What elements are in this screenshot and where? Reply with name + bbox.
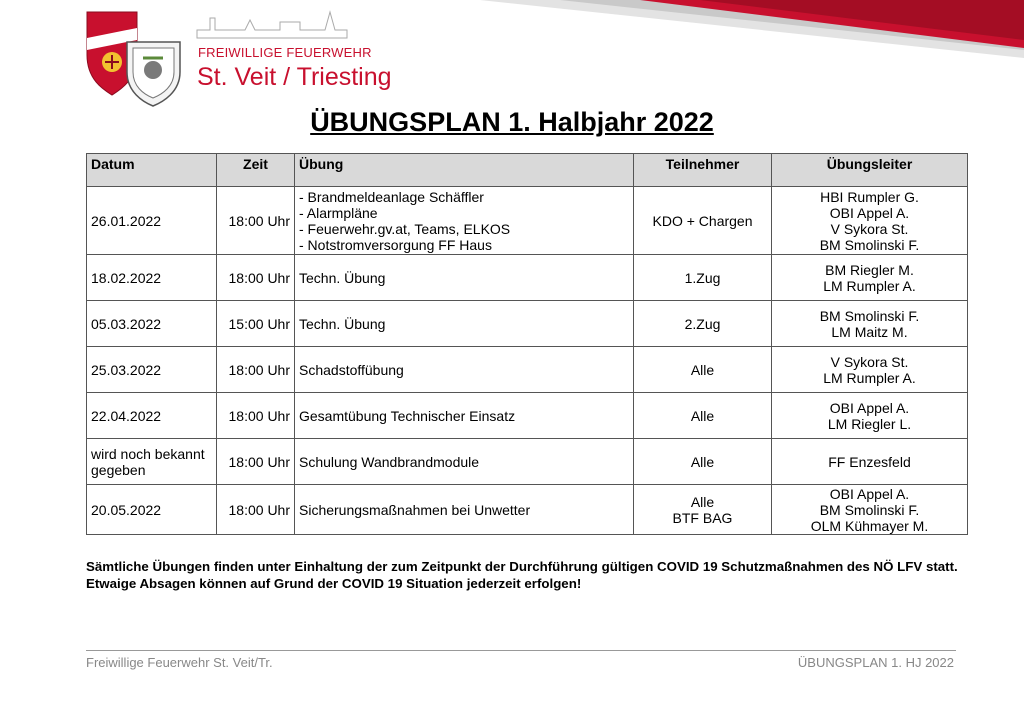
cell-uebungsleiter bbox=[772, 393, 968, 439]
cell-uebung bbox=[295, 255, 634, 301]
cell-line: 18.02.2022 bbox=[91, 269, 162, 286]
cell-line: KDO + Chargen bbox=[652, 212, 753, 229]
cell-line: Gesamtübung Technischer Einsatz bbox=[299, 407, 516, 424]
cell-uebung bbox=[295, 347, 634, 393]
fire-brigade-logo bbox=[85, 10, 395, 110]
cell-uebungsleiter bbox=[772, 485, 968, 535]
footer-left: Freiwillige Feuerwehr St. Veit/Tr. bbox=[86, 655, 273, 670]
table-row bbox=[87, 393, 968, 439]
footer-right: ÜBUNGSPLAN 1. HJ 2022 bbox=[797, 655, 954, 670]
cell-line: 05.03.2022 bbox=[91, 315, 162, 332]
col-header-datum: Datum bbox=[87, 154, 217, 187]
table-header-row bbox=[87, 154, 968, 187]
cell-line: wird noch bekannt bbox=[91, 445, 205, 462]
cell-datum bbox=[87, 187, 217, 255]
cell-line: Alle bbox=[690, 493, 715, 510]
cell-zeit: 18:00 Uhr bbox=[217, 393, 295, 439]
cell-uebungsleiter bbox=[772, 187, 968, 255]
cell-line: 2.Zug bbox=[684, 315, 721, 332]
cell-line: 1.Zug bbox=[684, 269, 721, 286]
cell-line: gegeben bbox=[91, 461, 146, 478]
cell-uebung bbox=[295, 485, 634, 535]
cell-line: BM Smolinski F. bbox=[819, 501, 920, 518]
cell-teilnehmer bbox=[634, 301, 772, 347]
cell-teilnehmer bbox=[634, 187, 772, 255]
cell-datum bbox=[87, 485, 217, 535]
cell-teilnehmer bbox=[634, 255, 772, 301]
cell-teilnehmer bbox=[634, 439, 772, 485]
cell-uebung bbox=[295, 187, 634, 255]
cell-line: BM Smolinski F. bbox=[819, 307, 920, 324]
col-header-uebungsleiter: Übungsleiter bbox=[772, 154, 968, 187]
cell-line: - Feuerwehr.gv.at, Teams, ELKOS bbox=[299, 220, 511, 237]
cell-line: BM Smolinski F. bbox=[819, 236, 920, 253]
cell-uebung bbox=[295, 301, 634, 347]
col-header-teilnehmer: Teilnehmer bbox=[634, 154, 772, 187]
table-row bbox=[87, 439, 968, 485]
cell-line: LM Maitz M. bbox=[831, 323, 908, 340]
cell-line: V Sykora St. bbox=[830, 353, 909, 370]
cell-zeit: 18:00 Uhr bbox=[217, 347, 295, 393]
cell-zeit: 18:00 Uhr bbox=[217, 187, 295, 255]
cell-datum bbox=[87, 393, 217, 439]
cell-line: - Alarmpläne bbox=[299, 204, 378, 221]
table-row bbox=[87, 255, 968, 301]
cell-line: LM Rumpler A. bbox=[823, 369, 916, 386]
cell-uebung bbox=[295, 439, 634, 485]
cell-line: - Brandmeldeanlage Schäffler bbox=[299, 188, 484, 205]
org-name-line1: FREIWILLIGE FEUERWEHR bbox=[198, 45, 372, 60]
cell-line: LM Riegler L. bbox=[827, 415, 912, 432]
footer-divider bbox=[86, 650, 956, 651]
page-title: ÜBUNGSPLAN 1. Halbjahr 2022 bbox=[310, 107, 714, 137]
cell-line: BTF BAG bbox=[672, 509, 733, 526]
cell-uebungsleiter bbox=[772, 255, 968, 301]
cell-line: FF Enzesfeld bbox=[828, 453, 911, 470]
cell-line: Alle bbox=[690, 407, 715, 424]
cell-line: BM Riegler M. bbox=[825, 261, 914, 278]
cell-line: Alle bbox=[690, 453, 715, 470]
cell-teilnehmer bbox=[634, 347, 772, 393]
cell-line: OLM Kühmayer M. bbox=[810, 517, 929, 534]
cell-uebungsleiter bbox=[772, 301, 968, 347]
cell-line: LM Rumpler A. bbox=[823, 277, 916, 294]
cell-line: Techn. Übung bbox=[299, 315, 386, 332]
exercise-table bbox=[86, 153, 968, 535]
cell-line: Schulung Wandbrandmodule bbox=[299, 453, 480, 470]
cell-line: OBI Appel A. bbox=[829, 204, 910, 221]
cell-zeit: 18:00 Uhr bbox=[217, 255, 295, 301]
cell-datum bbox=[87, 301, 217, 347]
cell-line: Techn. Übung bbox=[299, 269, 386, 286]
table-row bbox=[87, 187, 968, 255]
cell-teilnehmer bbox=[634, 485, 772, 535]
col-header-uebung: Übung bbox=[295, 154, 634, 187]
cell-line: OBI Appel A. bbox=[829, 399, 910, 416]
cell-datum bbox=[87, 439, 217, 485]
covid-notice: Sämtliche Übungen finden unter Einhaltung der zum Zeitpunkt der Durchführung gültigen COVID 19 Schutzmaßnahmen des NÖ LFV statt. Etwaige Absagen können auf Grund der COVID 19 Situation jederzeit erfolgen! bbox=[86, 559, 958, 591]
cell-line: 26.01.2022 bbox=[91, 212, 162, 229]
cell-zeit: 18:00 Uhr bbox=[217, 485, 295, 535]
cell-datum bbox=[87, 255, 217, 301]
cell-uebungsleiter bbox=[772, 439, 968, 485]
table-row bbox=[87, 485, 968, 535]
cell-line: Schadstoffübung bbox=[299, 361, 404, 378]
cell-uebungsleiter bbox=[772, 347, 968, 393]
cell-line: 20.05.2022 bbox=[91, 501, 162, 518]
table-row bbox=[87, 301, 968, 347]
cell-line: Sicherungsmaßnahmen bei Unwetter bbox=[299, 501, 531, 518]
cell-line: 22.04.2022 bbox=[91, 407, 162, 424]
cell-line: V Sykora St. bbox=[830, 220, 909, 237]
table-row bbox=[87, 347, 968, 393]
cell-teilnehmer bbox=[634, 393, 772, 439]
cell-zeit: 15:00 Uhr bbox=[217, 301, 295, 347]
cell-datum bbox=[87, 347, 217, 393]
cell-zeit: 18:00 Uhr bbox=[217, 439, 295, 485]
cell-line: - Notstromversorgung FF Haus bbox=[299, 236, 492, 253]
cell-line: 25.03.2022 bbox=[91, 361, 162, 378]
org-name-line2: St. Veit / Triesting bbox=[197, 63, 392, 91]
cell-line: Alle bbox=[690, 361, 715, 378]
cell-uebung bbox=[295, 393, 634, 439]
cell-line: OBI Appel A. bbox=[829, 485, 910, 502]
col-header-zeit: Zeit bbox=[217, 154, 295, 187]
cell-line: HBI Rumpler G. bbox=[820, 188, 919, 205]
